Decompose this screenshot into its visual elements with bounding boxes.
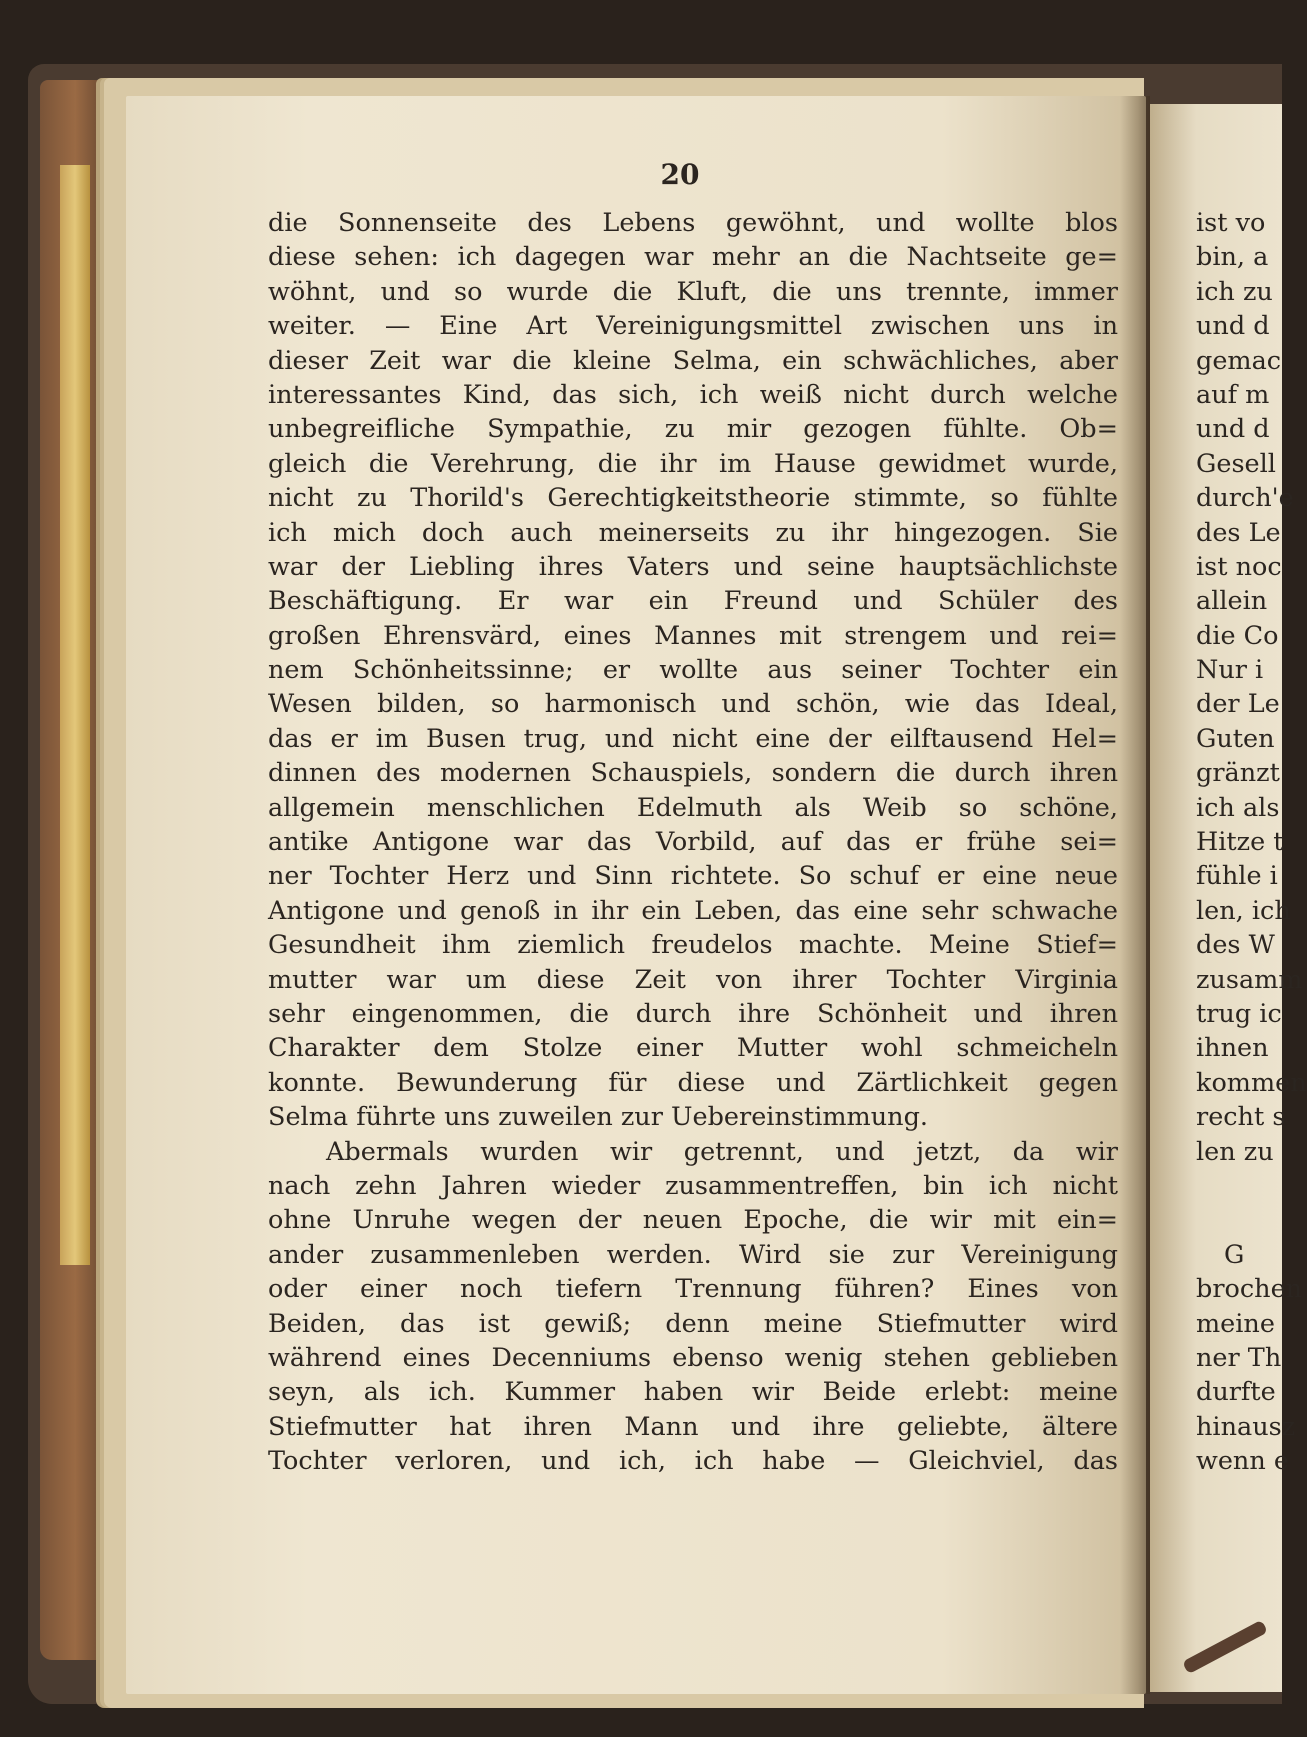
- facing-text-line: Gesell: [1196, 448, 1276, 479]
- text-line: unbegreifliche Sympathie, zu mir gezogen fühlte. Ob=: [268, 414, 1118, 445]
- text-line: seyn, als ich. Kummer haben wir Beide erlebt: meine: [268, 1377, 1118, 1408]
- facing-text-line: durfte: [1196, 1377, 1276, 1408]
- facing-text-line: bin, a: [1196, 242, 1269, 273]
- facing-text-line: ich zu: [1196, 276, 1273, 307]
- facing-text-line: der Le: [1196, 689, 1280, 720]
- facing-text-line: Nur i: [1196, 655, 1264, 686]
- text-line: großen Ehrensvärd, eines Mannes mit strengem und rei=: [268, 620, 1118, 651]
- facing-text-line: ist noc: [1196, 551, 1282, 582]
- facing-text-line: meine: [1196, 1308, 1275, 1339]
- facing-text-line: ihnen: [1196, 1033, 1269, 1064]
- text-line: Wesen bilden, so harmonisch und schön, wie das Ideal,: [268, 689, 1118, 720]
- text-line: ohne Unruhe wegen der neuen Epoche, die wir mit ein=: [268, 1205, 1118, 1236]
- text-line: gleich die Verehrung, die ihr im Hause gewidmet wurde,: [268, 448, 1118, 479]
- facing-text-line: und d: [1196, 414, 1270, 445]
- text-line: allgemein menschlichen Edelmuth als Weib so schöne,: [268, 792, 1118, 823]
- facing-text-line: die Co: [1196, 620, 1279, 651]
- text-line: mutter war um diese Zeit von ihrer Tochter Virginia: [268, 964, 1118, 995]
- marbled-edge: [60, 165, 90, 1265]
- text-line: oder einer noch tiefern Trennung führen? Eines von: [268, 1274, 1118, 1305]
- text-line: ich mich doch auch meinerseits zu ihr hingezogen. Sie: [268, 517, 1118, 548]
- facing-text-line: ner Th: [1196, 1342, 1282, 1373]
- facing-text-line: gränzt: [1196, 758, 1280, 789]
- facing-text-line: fühle i: [1196, 861, 1278, 892]
- facing-text-line: recht s: [1196, 1102, 1286, 1133]
- facing-text-line: wenn e: [1196, 1446, 1289, 1477]
- text-line: Stiefmutter hat ihren Mann und ihre geliebte, ältere: [268, 1411, 1118, 1442]
- text-line: Beiden, das ist gewiß; denn meine Stiefmutter wird: [268, 1308, 1118, 1339]
- facing-text-line: brochen: [1196, 1274, 1303, 1305]
- facing-text-line: und d: [1196, 311, 1270, 342]
- gutter-shadow: [1120, 96, 1150, 1694]
- text-line: das er im Busen trug, und nicht eine der eilftausend Hel=: [268, 723, 1118, 754]
- text-line: Selma führte uns zuweilen zur Uebereinstimmung.: [268, 1102, 928, 1133]
- text-line: antike Antigone war das Vorbild, auf das er frühe sei=: [268, 827, 1118, 858]
- facing-text-line: kommen: [1196, 1067, 1307, 1098]
- text-line: interessantes Kind, das sich, ich weiß nicht durch welche: [268, 379, 1118, 410]
- text-line: ander zusammenleben werden. Wird sie zur Vereinigung: [268, 1239, 1118, 1270]
- facing-text-line: len zu: [1196, 1136, 1274, 1167]
- text-line: Abermals wurden wir getrennt, und jetzt, da wir: [326, 1136, 1118, 1167]
- facing-text-line: ist vo: [1196, 208, 1266, 238]
- facing-text-line: ich als: [1196, 792, 1280, 823]
- text-line: Antigone und genoß in ihr ein Leben, das eine sehr schwache: [268, 895, 1118, 926]
- facing-text-line: len, ich: [1196, 895, 1291, 926]
- text-line: sehr eingenommen, die durch ihre Schönheit und ihren: [268, 998, 1118, 1029]
- facing-text-line: gemac: [1196, 345, 1282, 376]
- text-line: nicht zu Thorild's Gerechtigkeitstheorie stimmte, so fühlte: [268, 483, 1118, 514]
- text-line: dinnen des modernen Schauspiels, sondern die durch ihren: [268, 758, 1118, 789]
- body-text: [268, 206, 1118, 1478]
- text-line: während eines Decenniums ebenso wenig stehen geblieben: [268, 1342, 1118, 1373]
- text-line: diese sehen: ich dagegen war mehr an die Nachtseite ge=: [268, 242, 1118, 273]
- facing-text-line: auf m: [1196, 379, 1270, 410]
- facing-text-line: des W: [1196, 930, 1275, 961]
- text-line: ner Tochter Herz und Sinn richtete. So schuf er eine neue: [268, 861, 1118, 892]
- text-line: wöhnt, und so wurde die Kluft, die uns trennte, immer: [268, 276, 1118, 307]
- facing-text-line: [1196, 1203, 1282, 1237]
- text-line: dieser Zeit war die kleine Selma, ein schwächliches, aber: [268, 345, 1118, 376]
- text-line: nach zehn Jahren wieder zusammentreffen, bin ich nicht: [268, 1170, 1118, 1201]
- facing-text-line: zusamm: [1196, 964, 1303, 995]
- text-line: war der Liebling ihres Vaters und seine hauptsächlichste: [268, 551, 1118, 582]
- facing-text-line: Hitze t: [1196, 827, 1284, 858]
- facing-text-line: trug ic: [1196, 998, 1282, 1029]
- text-line: die Sonnenseite des Lebens gewöhnt, und wollte blos: [268, 208, 1118, 238]
- facing-text-line: Guten: [1196, 723, 1275, 754]
- text-line: nem Schönheitssinne; er wollte aus seiner Tochter ein: [268, 655, 1118, 686]
- facing-text-line: allein: [1196, 586, 1268, 617]
- text-line: Charakter dem Stolze einer Mutter wohl schmeicheln: [268, 1033, 1118, 1064]
- text-line: Beschäftigung. Er war ein Freund und Schüler des: [268, 586, 1118, 617]
- text-line: weiter. — Eine Art Vereinigungsmittel zwischen uns in: [268, 311, 1118, 342]
- page-number: 20: [660, 158, 700, 191]
- facing-text-line: G: [1224, 1239, 1245, 1270]
- text-line: Tochter verloren, und ich, ich habe — Gleichviel, das: [268, 1446, 1118, 1477]
- text-line: konnte. Bewunderung für diese und Zärtlichkeit gegen: [268, 1067, 1118, 1098]
- text-line: Gesundheit ihm ziemlich freudelos machte. Meine Stief=: [268, 930, 1118, 961]
- facing-text-line: des Le: [1196, 517, 1281, 548]
- facing-text-line: hinausz: [1196, 1411, 1296, 1442]
- facing-text-line: [1196, 1169, 1282, 1203]
- facing-page-text: [1196, 206, 1307, 1478]
- facing-text-line: durch'e: [1196, 483, 1294, 514]
